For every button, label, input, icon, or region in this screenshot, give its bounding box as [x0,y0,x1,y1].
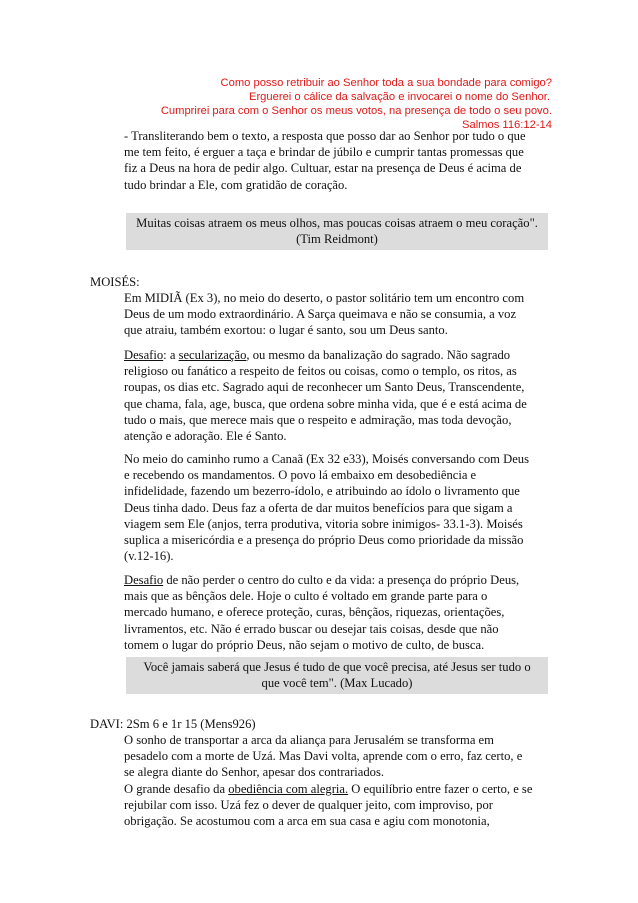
text-line: livramentos, etc. Não é errado buscar ou desejar tais coisas, desde que não [124,621,499,636]
secularizacao-term: secularização [178,348,247,362]
text-line [124,781,544,797]
text-span: , ou mesmo da banalização do sagrado. Não sagrado [246,348,511,362]
epigraph-line: Como posso retribuir ao Senhor toda a sua bondade para comigo? [220,77,552,89]
section-heading-moises: MOISÉS: [90,275,140,289]
text-line [124,572,544,588]
text-span: : a [163,348,179,362]
moises-paragraph-4 [124,572,544,653]
intro-paragraph [124,128,544,193]
text-line: tudo o mais, que merece mais que o respeito e admiração, mas toda devoção, [124,412,512,427]
text-line: No meio do caminho rumo a Canaã (Ex 32 e33), Moisés conversando com Deus [124,452,529,466]
obediencia-term: obediência com alegria. [228,781,349,796]
quote-box-reidmont [126,213,548,250]
text-span: de não perder o centro do culto e da vida: a presença do próprio Deus, [163,573,520,587]
moises-paragraph-1 [124,290,544,339]
text-line: (v.12-16). [124,549,174,564]
text-line: O sonho de transportar a arca da aliança para Jerusalém se transforma em [124,733,494,747]
text-line: rejubilar com isso. Uzá fez o dever de qualquer jeito, com improviso, por [124,797,493,812]
epigraph [120,76,552,132]
text-line: fiz a Deus na hora de pedir algo. Cultuar, estar na presença de Deus é acima de [124,161,522,176]
desafio-term: Desafio [124,573,164,587]
moises-paragraph-2 [124,347,544,444]
text-line: que chama, fala, age, busca, que ordena sobre minha vida, que é e está acima de [124,396,527,411]
text-line: que atraiu, também exortou: o lugar é santo, sou um Deus santo. [124,323,448,338]
epigraph-line: Erguerei o cálice da salvação e invocarei o nome do Senhor. [248,91,550,103]
text-line: pesadelo com a morte de Uzá. Mas Davi volta, aprende com o erro, faz certo, e [124,749,523,764]
text-line: Deus de um modo extraordinário. A Sarça queimava e não se consumia, a voz [124,307,517,322]
text-line: - Transliterando bem o texto, a resposta que posso dar ao Senhor por tudo o que [124,129,526,143]
text-line [124,347,544,363]
text-line: suplica a misericórdia e a presença do próprio Deus como prioridade da missão [124,533,524,548]
text-line: mercado humano, e oferece proteção, curas, bênçãos, riquezas, orientações, [124,605,505,620]
text-line: obrigação. Se acostumou com a arca em sua casa e agiu com monotonia, [124,814,490,829]
text-line: religioso ou fanático a respeito de feitos ou coisas, como o templo, os ritos, as [124,364,517,379]
text-line: se alegra diante do Senhor, apesar dos contrariados. [124,765,385,780]
text-line: infidelidade, fazendo um bezerro-ídolo, e atribuindo ao ídolo o livramento que [124,484,520,499]
quote-line: Você jamais saberá que Jesus é tudo de que você precisa, até Jesus ser tudo o [143,660,531,674]
quote-attribution: que você tem". (Max Lucado) [261,676,413,691]
quote-line: Muitas coisas atraem os meus olhos, mas poucas coisas atraem o meu coração". [136,216,538,230]
text-line: tudo brindar a Ele, com gratidão de coração. [124,177,348,192]
section-heading-davi: DAVI: 2Sm 6 e 1r 15 (Mens926) [90,717,256,731]
text-line: atenção e adoração. Ele é Santo. [124,429,287,444]
text-line: me tem feito, é erguer a taça e brindar de júbilo e cumprir tantas promessas que [124,145,524,160]
text-line: tomem o lugar do próprio Deus, não sejam o motivo de culto, de busca. [124,637,485,652]
quote-attribution: (Tim Reidmont) [296,232,378,247]
text-line: viagem sem Ele (anjos, terra produtiva, vitoria sobre inimigos- 33.1-3). Moisés [124,516,523,531]
text-line: Deus tinha dado. Deus faz a oferta de dar muitos benefícios para que sigam a [124,500,513,515]
epigraph-reference: Salmos 116:12-14 [462,119,552,131]
quote-box-lucado [126,657,548,694]
desafio-term: Desafio [124,348,164,362]
davi-paragraph [124,732,544,829]
text-line: e recebendo os mandamentos. O povo lá embaixo em desobediência e [124,468,477,483]
text-span: O grande desafio da [124,781,229,796]
text-line: roupas, os dias etc. Sagrado aqui de reconhecer um Santo Deus, Transcendente, [124,380,525,395]
text-span: O equilíbrio entre fazer o certo, e se [348,781,533,796]
text-line: mais que as bênçãos dele. Hoje o culto é voltado em grande parte para o [124,589,488,604]
text-line: Em MIDIÃ (Ex 3), no meio do deserto, o pastor solitário tem um encontro com [124,291,525,305]
moises-paragraph-3 [124,451,544,564]
epigraph-line: Cumprirei para com o Senhor os meus votos, na presença de todo o seu povo. [160,105,552,117]
